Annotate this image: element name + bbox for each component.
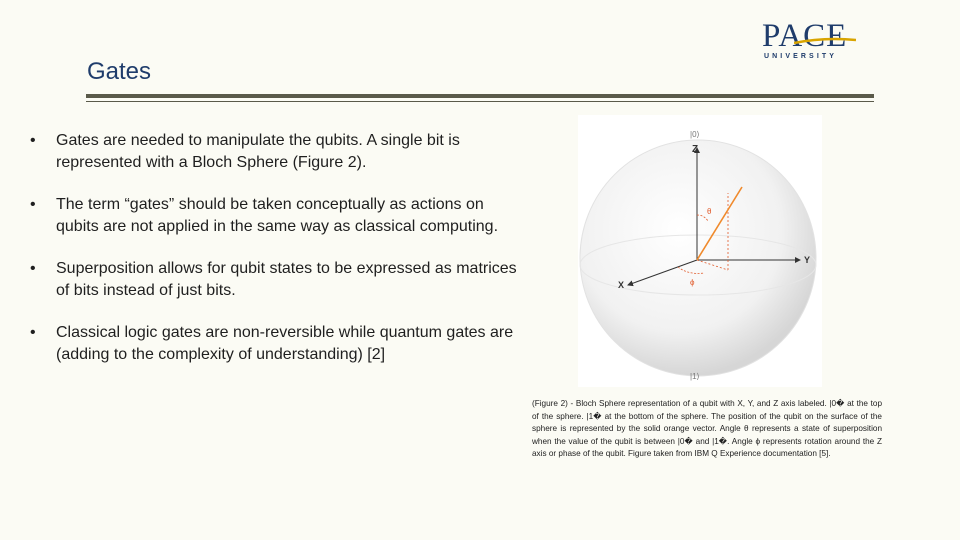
bullet-text: The term “gates” should be taken conceptually as actions on qubits are not applied in the same way as classical computing. [56, 196, 499, 235]
phi-label: ϕ [690, 278, 695, 287]
bullet-item [30, 130, 530, 173]
bullet-text: Classical logic gates are non-reversible while quantum gates are (adding to the complexity of understanding) [2] [56, 324, 514, 363]
title-divider-thin [86, 101, 874, 102]
bullet-dot: • [30, 132, 36, 149]
y-axis-label: Y [804, 255, 811, 265]
x-axis-label: X [618, 280, 625, 290]
bullet-item [30, 258, 530, 301]
bullet-list [30, 130, 530, 386]
bullet-dot: • [30, 196, 36, 213]
bullet-dot: • [30, 260, 36, 277]
bloch-sphere-diagram [578, 115, 822, 387]
logo-swoosh-icon [794, 37, 856, 45]
bullet-item [30, 322, 530, 365]
logo-subtitle: UNIVERSITY [764, 53, 838, 60]
bullet-dot: • [30, 324, 36, 341]
logo-wordmark: PACE [762, 18, 848, 54]
bottom-state-label: |1⟩ [690, 372, 700, 381]
theta-label: θ [707, 207, 712, 216]
bullet-item [30, 194, 530, 237]
figure-caption: (Figure 2) - Bloch Sphere representation of a qubit with X, Y, and Z axis labeled. |0� at the top of the sphere. |1� at the bottom of the sphere. The position of the qubit on the surface of the sphere is represented by the solid orange vector. Angle θ represents a state of superposition when the value of the qubit is between |0� and |1�. Angle ϕ represents rotation around the Z axis or phase of the qubit. Figure taken from IBM Q Experience documentation [5]. [532, 399, 882, 459]
slide-title: Gates [87, 58, 152, 85]
bullet-text: Superposition allows for qubit states to be expressed as matrices of bits instead of just bits. [56, 260, 517, 299]
bloch-sphere-figure [578, 115, 822, 387]
top-state-label: |0⟩ [690, 130, 700, 139]
z-axis-label: Z [692, 144, 699, 155]
title-divider [86, 94, 874, 98]
bullet-text: Gates are needed to manipulate the qubits. A single bit is represented with a Bloch Sphere (Figure 2). [56, 132, 460, 171]
pace-university-logo [762, 18, 856, 62]
